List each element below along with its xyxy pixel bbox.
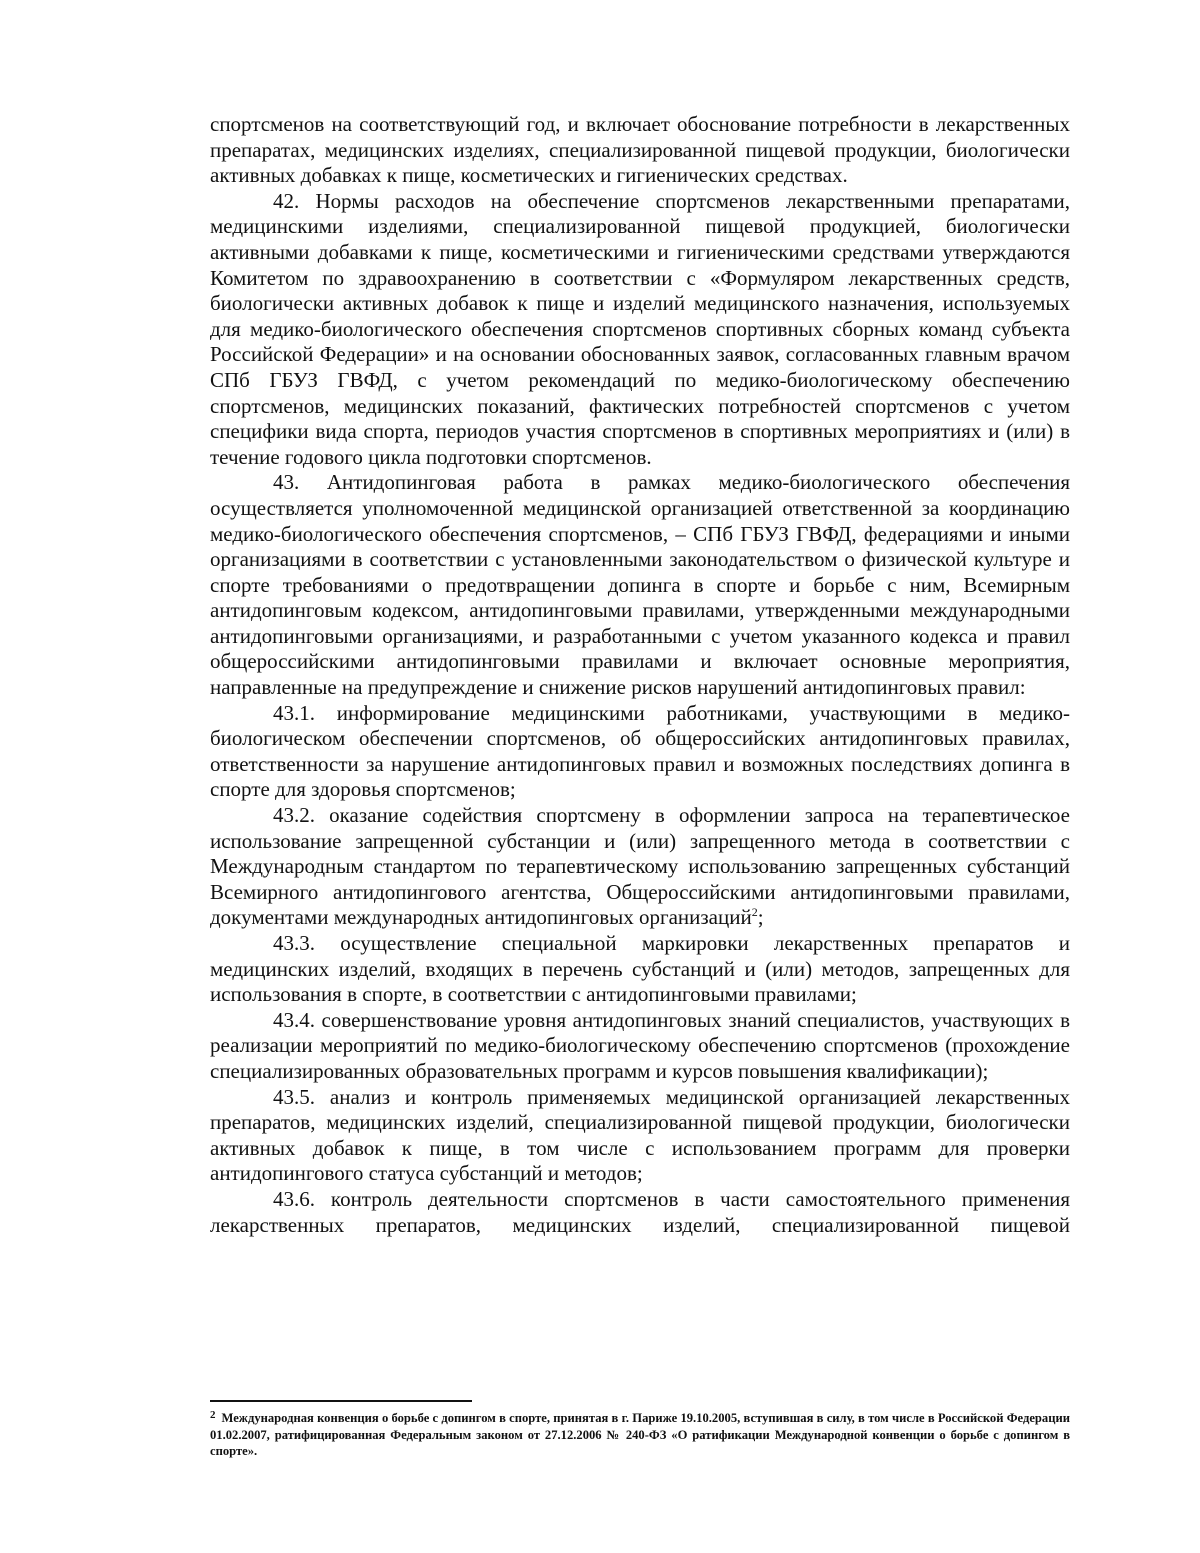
footnote: [210, 1410, 1070, 1460]
paragraph-43-2: [210, 803, 1070, 931]
paragraph-43-2-text: 43.2. оказание содействия спортсмену в оформлении запроса на терапевтическое использование запрещенной субстанции и (или) запрещенного метода в соответствии с Международным стандартом по терапевтическому использованию запрещенных субстанций Всемирного антидопингового агентства, Общероссийскими антидопинговыми правилами, документами международных антидопинговых организаций: [210, 803, 1070, 930]
paragraph-continuation: спортсменов на соответствующий год, и включает обоснование потребности в лекарственных препаратах, медицинских изделиях, специализированной пищевой продукции, биологически активных добавках к пище, косметических и гигиенических средствах.: [210, 112, 1070, 188]
footnote-text: Международная конвенция о борьбе с допингом в спорте, принятая в г. Париже 19.10.2005, вступившая в силу, в том числе в Российской Федерации 01.02.2007, ратифицированная Федеральным законом от 27.12.2006 № 240-ФЗ «О ратификации Международной конвенции о борьбе с допингом в спорте».: [210, 1411, 1070, 1458]
paragraph-43-5: 43.5. анализ и контроль применяемых медицинской организацией лекарственных препаратов, медицинских изделий, специализированной пищевой продукции, биологически активных добавок к пище, в том числе с использованием программ для проверки антидопингового статуса субстанций и методов;: [210, 1084, 1070, 1186]
paragraph-43-2-tail: ;: [757, 905, 764, 930]
paragraph-42: 42. Нормы расходов на обеспечение спортсменов лекарственными препаратами, медицинскими изделиями, специализированной пищевой продукцией, биологически активными добавками к пище, косметическими и гигиеническими средствами утверждаются Комитетом по здравоохранению в соответствии с «Формуляром лекарственных средств, биологически активных добавок к пище и изделий медицинского назначения, используемых для медико-биологического обеспечения спортсменов спортивных сборных команд субъекта Российской Федерации» и на основании обоснованных заявок, согласованных главным врачом СПб ГБУЗ ГВФД, с учетом рекомендаций по медико-биологическому обеспечению спортсменов, медицинских показаний, фактических потребностей спортсменов с учетом специфики вида спорта, периодов участия спортсменов в спортивных мероприятиях и (или) в течение годового цикла подготовки спортсменов.: [210, 188, 1070, 469]
paragraph-43-4: 43.4. совершенствование уровня антидопинговых знаний специалистов, участвующих в реализации мероприятий по медико-биологическому обеспечению спортсменов (прохождение специализированных образовательных программ и курсов повышения квалификации);: [210, 1007, 1070, 1083]
paragraph-43: 43. Антидопинговая работа в рамках медико-биологического обеспечения осуществляется уполномоченной медицинской организацией ответственной за координацию медико-биологического обеспечения спортсменов, – СПб ГБУЗ ГВФД, федерациями и иными организациями в соответствии с установленными законодательством о физической культуре и спорте требованиями о предотвращении допинга в спорте и борьбе с ним, Всемирным антидопинговым кодексом, антидопинговыми правилами, утвержденными международными антидопинговыми организациями, и разработанными с учетом указанного кодекса и правил общероссийскими антидопинговыми правилами и включает основные мероприятия, направленные на предупреждение и снижение рисков нарушений антидопинговых правил:: [210, 470, 1070, 700]
footnote-marker: 2: [210, 1409, 216, 1421]
paragraph-43-1: 43.1. информирование медицинскими работниками, участвующими в медико-биологическом обеспечении спортсменов, об общероссийских антидопинговых правилах, ответственности за нарушение антидопинговых правил и возможных последствиях допинга в спорте для здоровья спортсменов;: [210, 700, 1070, 802]
paragraph-43-6: 43.6. контроль деятельности спортсменов в части самостоятельного применения лекарственных препаратов, медицинских изделий, специализированной пищевой: [210, 1186, 1070, 1237]
document-body: [210, 112, 1070, 1238]
footnote-reference: 2: [751, 905, 758, 920]
footnote-separator: [210, 1400, 472, 1402]
paragraph-43-3: 43.3. осуществление специальной маркировки лекарственных препаратов и медицинских изделий, входящих в перечень субстанций и (или) методов, запрещенных для использования в спорте, в соответствии с антидопинговыми правилами;: [210, 931, 1070, 1007]
